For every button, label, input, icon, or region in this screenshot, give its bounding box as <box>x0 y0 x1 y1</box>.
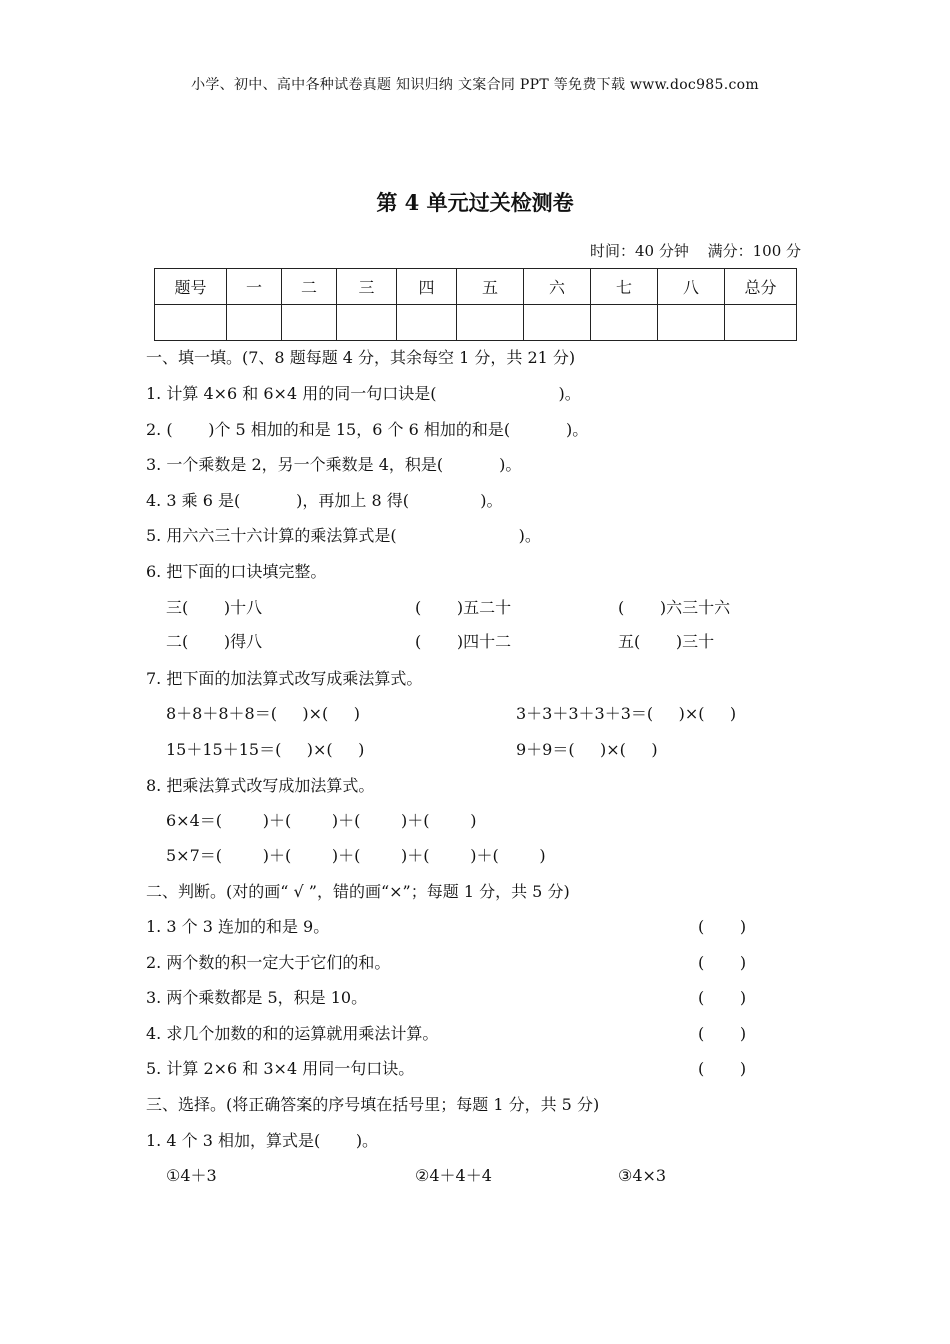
score-table-header: 五 <box>457 269 524 305</box>
koujue-item: 二( )得八 <box>166 632 263 651</box>
score-cell[interactable] <box>397 305 457 341</box>
question-1-1: 1. 计算 4×6 和 6×4 用的同一句口诀是( )。 <box>146 384 581 403</box>
judgment-item: 2. 两个数的积一定大于它们的和。 <box>146 953 391 972</box>
score-cell[interactable] <box>524 305 591 341</box>
score-cell[interactable] <box>282 305 337 341</box>
score-cell[interactable] <box>457 305 524 341</box>
multiplication-to-addition-item: 6×4＝( )＋( )＋( )＋( ) <box>166 811 477 830</box>
judgment-item: 3. 两个乘数都是 5，积是 10。 <box>146 988 368 1007</box>
choice-question-1: 1. 4 个 3 相加，算式是( )。 <box>146 1131 379 1150</box>
score-table <box>154 268 797 341</box>
section1-heading: 一、填一填。(7、8 题每题 4 分，其余每空 1 分，共 21 分) <box>146 348 576 367</box>
score-cell[interactable] <box>227 305 282 341</box>
exam-meta <box>590 240 801 261</box>
score-table-header: 二 <box>282 269 337 305</box>
judgment-item: 4. 求几个加数的和的运算就用乘法计算。 <box>146 1024 439 1043</box>
score-table-header: 八 <box>658 269 725 305</box>
score-table-header: 总分 <box>725 269 797 305</box>
choice-option: ③4×3 <box>618 1166 667 1185</box>
addition-to-multiplication-item: 8＋8＋8＋8＝( )×( ) <box>166 704 360 723</box>
judgment-item: 5. 计算 2×6 和 3×4 用同一句口诀。 <box>146 1059 415 1078</box>
answer-paren: ( ) <box>698 988 747 1007</box>
score-cell[interactable] <box>725 305 797 341</box>
score-table-header: 六 <box>524 269 591 305</box>
koujue-item: 五( )三十 <box>618 632 715 651</box>
judgment-item: 1. 3 个 3 连加的和是 9。 <box>146 917 330 936</box>
full-score: 满分：100 分 <box>707 242 802 260</box>
score-table-header: 七 <box>591 269 658 305</box>
question-1-2: 2. ( )个 5 相加的和是 15，6 个 6 相加的和是( )。 <box>146 420 589 439</box>
score-table-header: 一 <box>227 269 282 305</box>
section3-heading: 三、选择。(将正确答案的序号填在括号里；每题 1 分，共 5 分) <box>146 1095 600 1114</box>
score-cell[interactable] <box>337 305 397 341</box>
addition-to-multiplication-item: 9＋9＝( )×( ) <box>516 740 658 759</box>
answer-paren: ( ) <box>698 953 747 972</box>
koujue-item: ( )四十二 <box>415 632 512 651</box>
question-1-5: 5. 用六六三十六计算的乘法算式是( )。 <box>146 526 541 545</box>
question-1-6: 6. 把下面的口诀填完整。 <box>146 562 327 581</box>
koujue-item: 三( )十八 <box>166 598 263 617</box>
score-table-header: 三 <box>337 269 397 305</box>
score-table-entry-row <box>155 305 797 341</box>
answer-paren: ( ) <box>698 1024 747 1043</box>
score-table-header-row <box>155 269 797 305</box>
answer-paren: ( ) <box>698 1059 747 1078</box>
koujue-item: ( )五二十 <box>415 598 512 617</box>
score-cell[interactable] <box>155 305 227 341</box>
question-1-7: 7. 把下面的加法算式改写成乘法算式。 <box>146 669 423 688</box>
page-title: 第 4 单元过关检测卷 <box>376 190 574 215</box>
choice-option: ②4＋4＋4 <box>415 1166 492 1185</box>
score-cell[interactable] <box>658 305 725 341</box>
section2-heading: 二、判断。(对的画“ √ ”，错的画“×”；每题 1 分，共 5 分) <box>146 882 570 901</box>
addition-to-multiplication-item: 3＋3＋3＋3＋3＝( )×( ) <box>516 704 737 723</box>
page-header: 小学、初中、高中各种试卷真题 知识归纳 文案合同 PPT 等免费下载 www.doc985.com <box>191 77 759 93</box>
addition-to-multiplication-item: 15＋15＋15＝( )×( ) <box>166 740 365 759</box>
koujue-item: ( )六三十六 <box>618 598 731 617</box>
score-table-header: 题号 <box>155 269 227 305</box>
question-1-4: 4. 3 乘 6 是( )，再加上 8 得( )。 <box>146 491 503 510</box>
answer-paren: ( ) <box>698 917 747 936</box>
multiplication-to-addition-item: 5×7＝( )＋( )＋( )＋( )＋( ) <box>166 846 546 865</box>
question-1-3: 3. 一个乘数是 2，另一个乘数是 4，积是( )。 <box>146 455 522 474</box>
score-table-header: 四 <box>397 269 457 305</box>
score-cell[interactable] <box>591 305 658 341</box>
choice-option: ①4＋3 <box>166 1166 217 1185</box>
time-limit: 时间：40 分钟 <box>590 242 689 260</box>
question-1-8: 8. 把乘法算式改写成加法算式。 <box>146 776 375 795</box>
